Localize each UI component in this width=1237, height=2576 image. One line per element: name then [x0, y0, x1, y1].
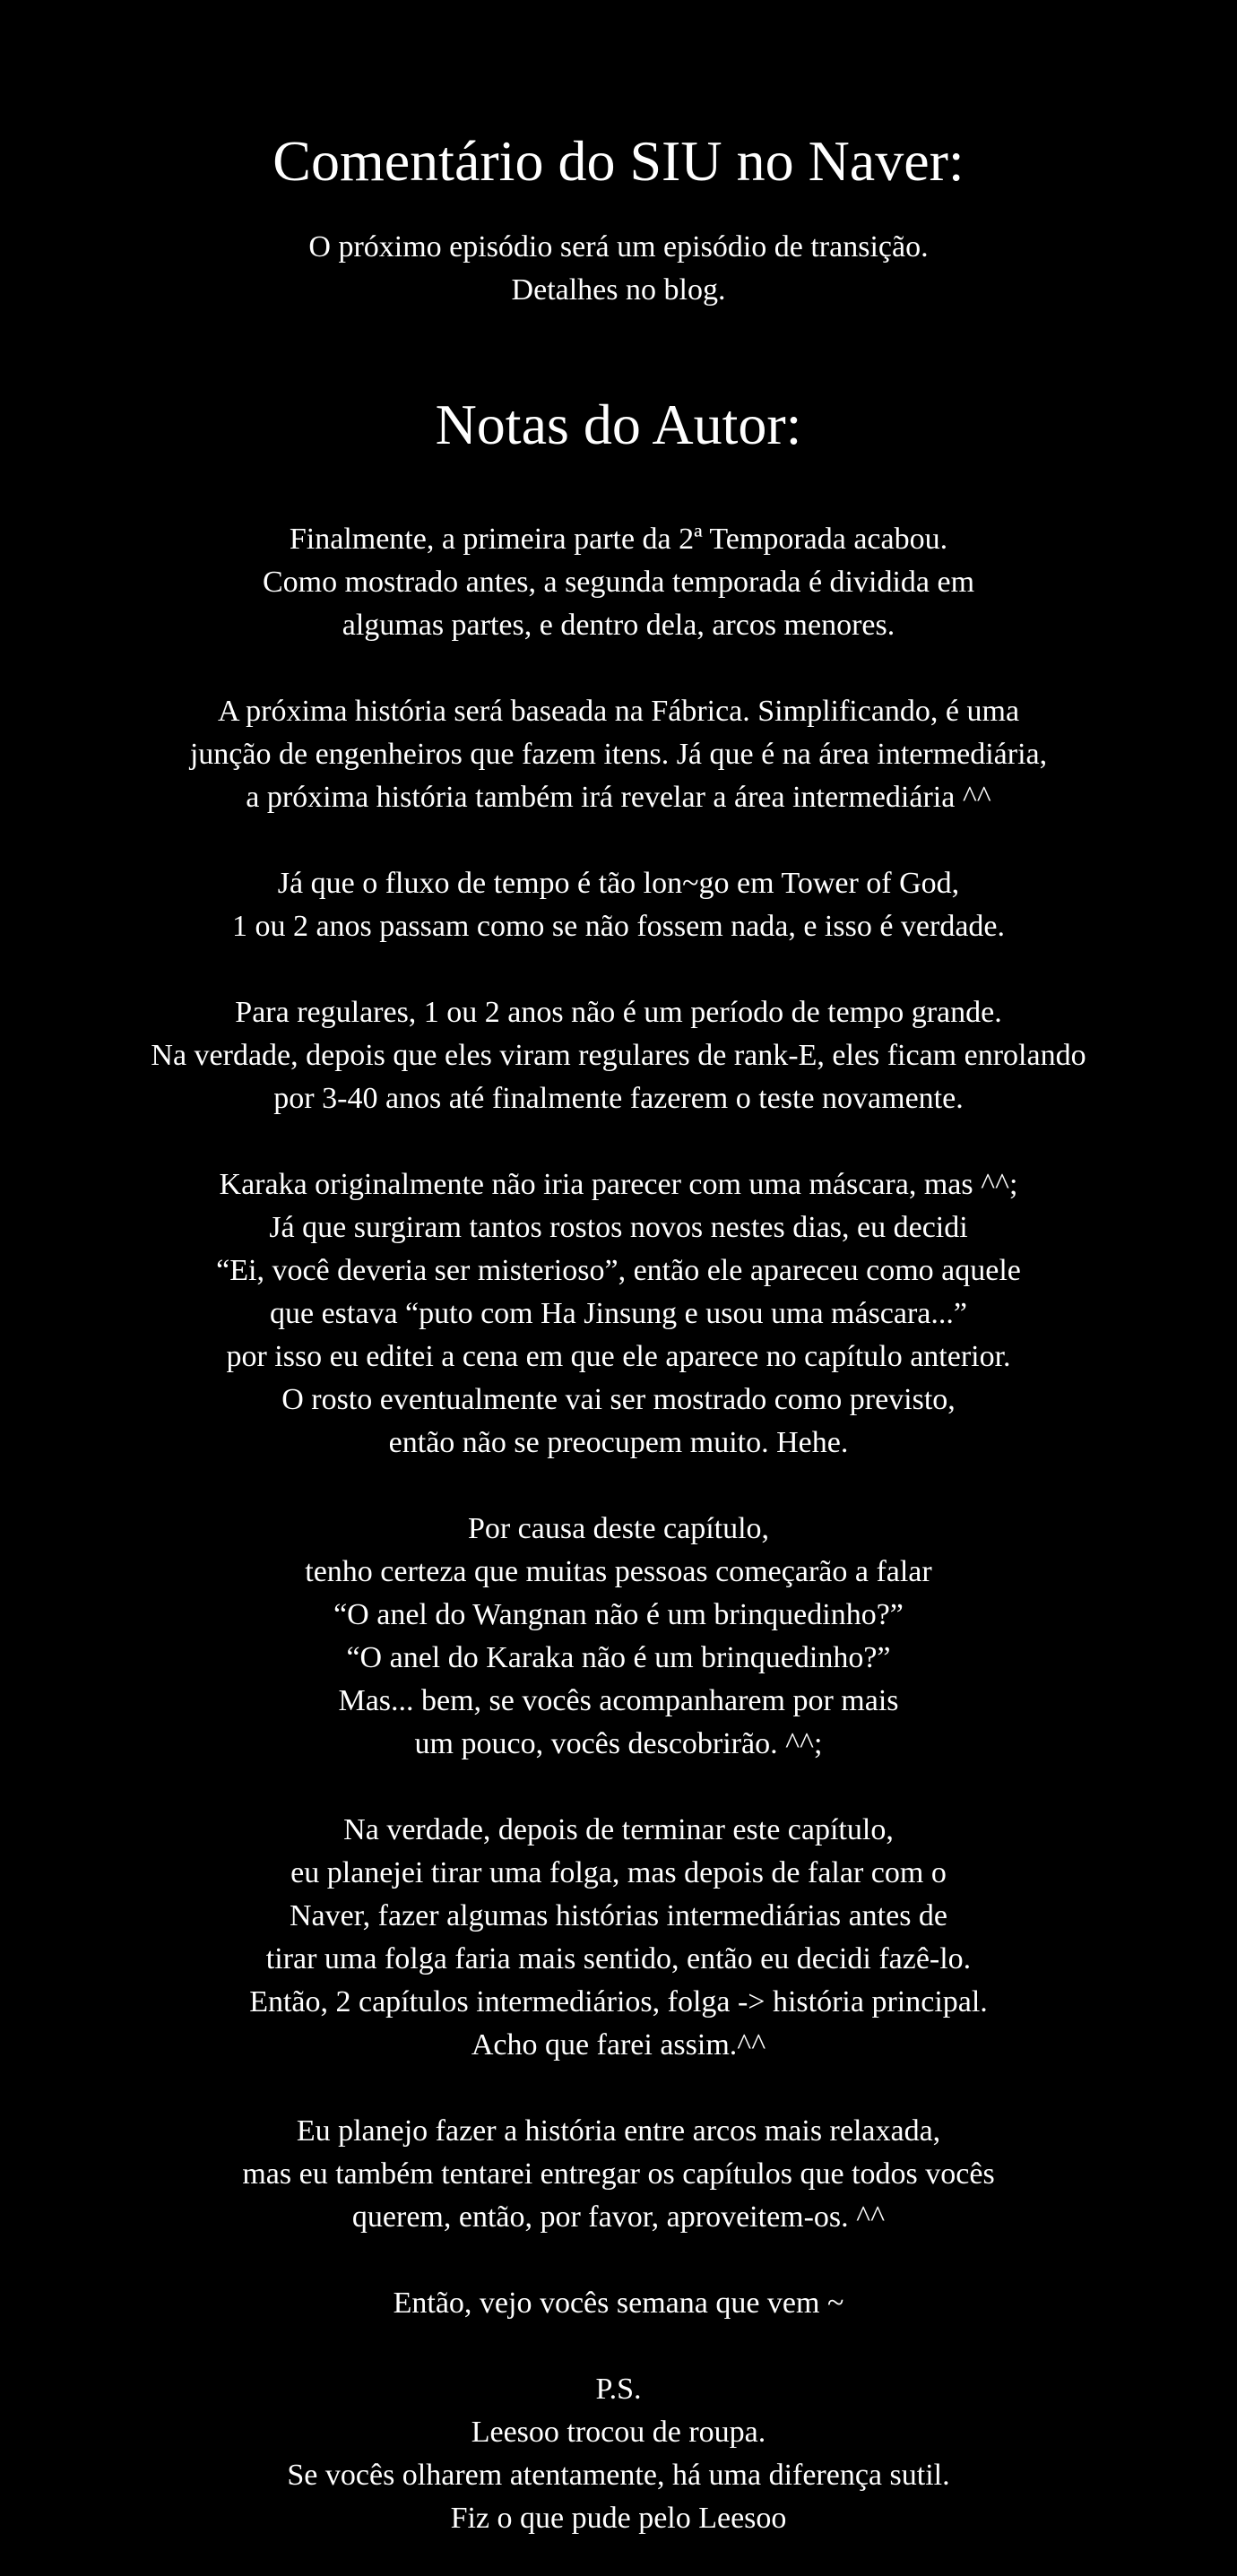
notes-line: Como mostrado antes, a segunda temporada é dividida em [262, 566, 975, 599]
notes-line: Se vocês olharem atentamente, há uma diferença sutil. [287, 2459, 950, 2492]
notes-line: Já que surgiram tantos rostos novos nestes dias, eu decidi [269, 1211, 968, 1244]
notes-line: P.S. [595, 2373, 642, 2406]
notes-line: Mas... bem, se vocês acompanharem por mais [338, 1684, 899, 1717]
notes-line: a próxima história também irá revelar a área intermediária ^^ [246, 781, 991, 814]
notes-paragraph-3 [0, 862, 1237, 948]
notes-line: tirar uma folga faria mais sentido, então eu decidi fazê-lo. [265, 1942, 972, 1975]
notes-line: “Ei, você deveria ser misterioso”, então ele apareceu como aquele [216, 1254, 1021, 1287]
notes-line: que estava “puto com Ha Jinsung e usou uma máscara...” [270, 1297, 967, 1330]
notes-line: Naver, fazer algumas histórias intermediárias antes de [289, 1899, 948, 1932]
notes-paragraph-9 [0, 2282, 1237, 2325]
notes-line: querem, então, por favor, aproveitem-os. ^^ [351, 2200, 886, 2234]
notes-line: “O anel do Wangnan não é um brinquedinho?” [333, 1598, 904, 1631]
author-notes-title: Notas do Autor: [435, 393, 802, 456]
siu-comment-title: Comentário do SIU no Naver: [272, 129, 965, 193]
notes-line: um pouco, vocês descobrirão. ^^; [414, 1727, 823, 1760]
notes-line: Finalmente, a primeira parte da 2ª Temporada acabou. [289, 523, 948, 556]
notes-line: Fiz o que pude pelo Leesoo [450, 2502, 787, 2535]
notes-line: Já que o fluxo de tempo é tão lon~go em Tower of God, [277, 867, 960, 900]
notes-line: Leesoo trocou de roupa. [471, 2416, 766, 2449]
notes-line: Eu planejo fazer a história entre arcos mais relaxada, [296, 2114, 941, 2148]
notes-line: então não se preocupem muito. Hehe. [388, 1426, 849, 1459]
notes-line: algumas partes, e dentro dela, arcos menores. [342, 609, 895, 642]
notes-paragraph-8 [0, 2110, 1237, 2239]
notes-line: Então, 2 capítulos intermediários, folga -> história principal. [249, 1985, 988, 2018]
siu-comment-line: O próximo episódio será um episódio de transição. [308, 230, 929, 264]
notes-line: Na verdade, depois que eles viram regulares de rank-E, eles ficam enrolando [151, 1039, 1086, 1072]
notes-line: tenho certeza que muitas pessoas começarão a falar [305, 1555, 932, 1588]
siu-comment-line: Detalhes no blog. [511, 273, 726, 307]
notes-line: Então, vejo vocês semana que vem ~ [393, 2286, 844, 2320]
notes-paragraph-7 [0, 1809, 1237, 2067]
notes-line: Por causa deste capítulo, [467, 1512, 770, 1545]
notes-line: O rosto eventualmente vai ser mostrado como previsto, [281, 1383, 956, 1416]
notes-line: por 3-40 anos até finalmente fazerem o teste novamente. [273, 1082, 964, 1115]
notes-line: Para regulares, 1 ou 2 anos não é um período de tempo grande. [235, 996, 1002, 1029]
siu-comment-body [0, 226, 1237, 312]
notes-line: Karaka originalmente não iria parecer com uma máscara, mas ^^; [219, 1168, 1018, 1201]
notes-line: 1 ou 2 anos passam como se não fossem nada, e isso é verdade. [231, 910, 1006, 943]
notes-line: Acho que farei assim.^^ [471, 2028, 766, 2062]
notes-line: “O anel do Karaka não é um brinquedinho?” [346, 1641, 891, 1674]
notes-line: junção de engenheiros que fazem itens. Já que é na área intermediária, [189, 738, 1048, 771]
notes-paragraph-5 [0, 1163, 1237, 1465]
notes-paragraph-2 [0, 690, 1237, 819]
notes-line: eu planejei tirar uma folga, mas depois de falar com o [290, 1856, 947, 1889]
notes-paragraph-4 [0, 991, 1237, 1120]
notes-line: A próxima história será baseada na Fábrica. Simplificando, é uma [217, 695, 1020, 728]
notes-line: por isso eu editei a cena em que ele aparece no capítulo anterior. [226, 1340, 1011, 1373]
notes-line: Na verdade, depois de terminar este capítulo, [343, 1813, 894, 1846]
notes-paragraph-6 [0, 1508, 1237, 1766]
notes-paragraph-ps [0, 2368, 1237, 2540]
notes-paragraph-1 [0, 518, 1237, 647]
notes-line: mas eu também tentarei entregar os capítulos que todos vocês [242, 2157, 995, 2191]
